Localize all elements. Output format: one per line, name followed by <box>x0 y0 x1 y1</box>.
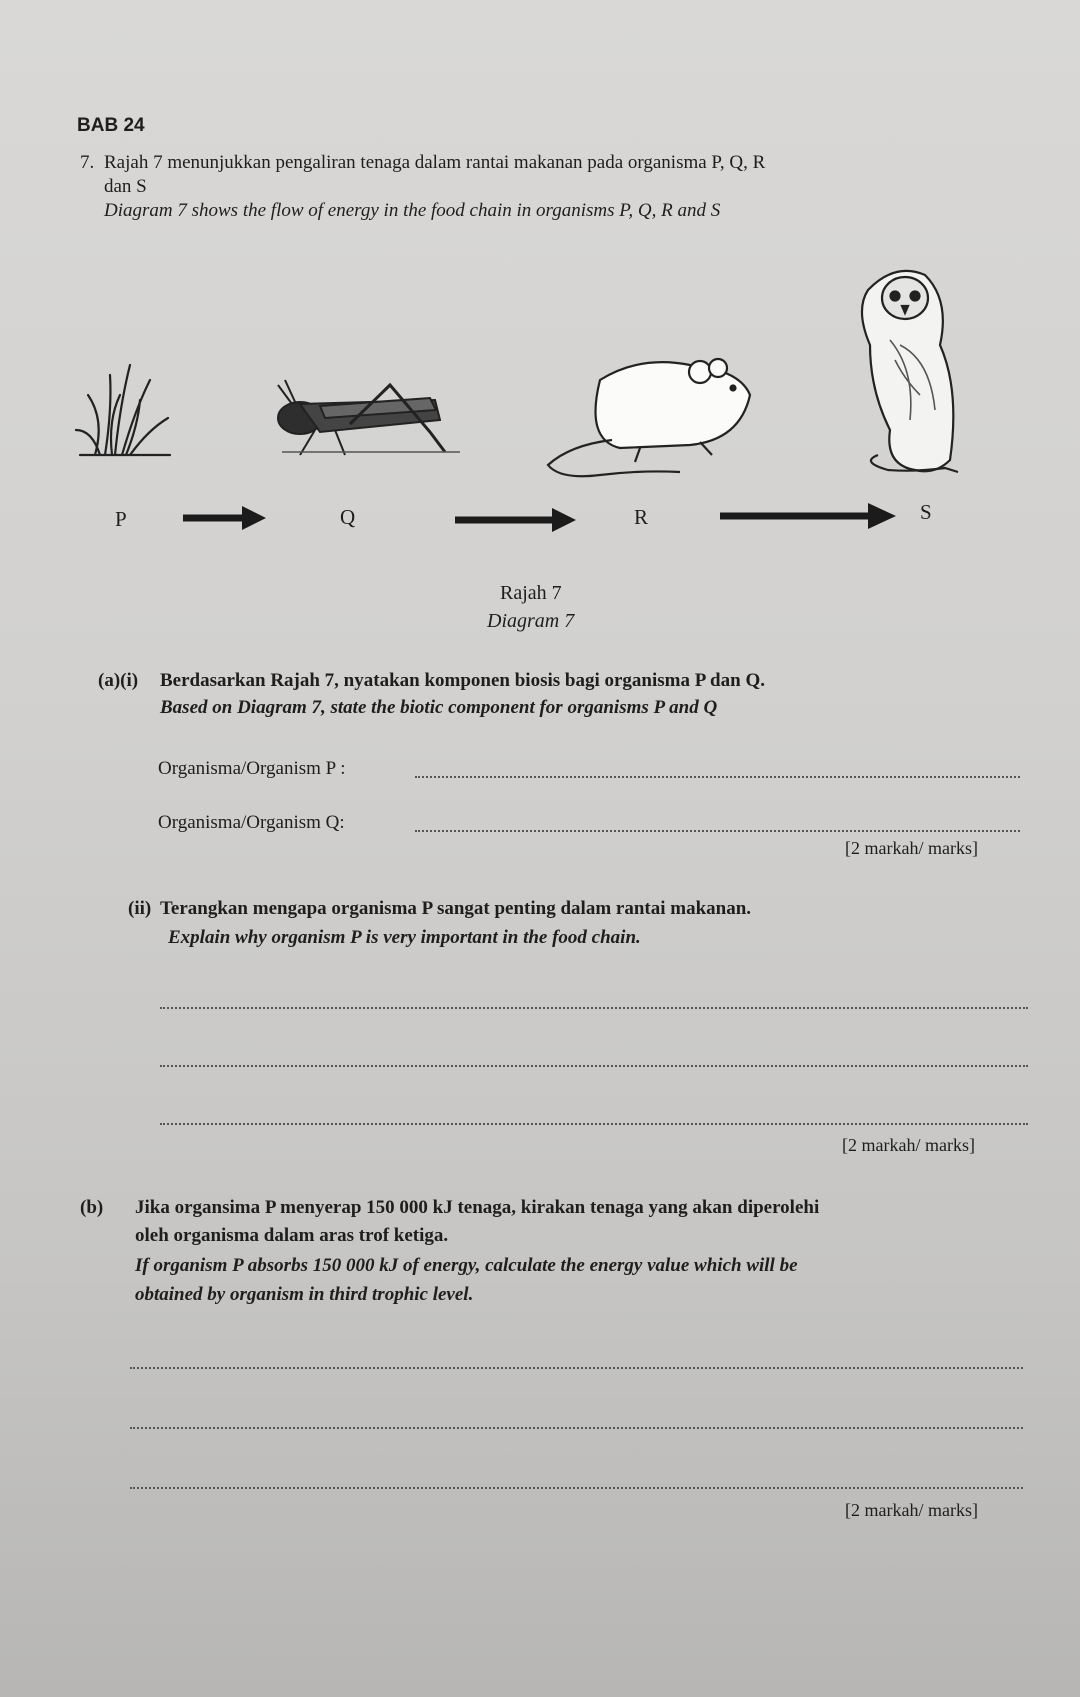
marks-b: [2 markah/ marks] <box>845 1500 978 1520</box>
answer-line-a-ii-3[interactable] <box>160 1123 1028 1125</box>
part-a-i-text-ms: Berdasarkan Rajah 7, nyatakan komponen biosis bagi organisma P dan Q. <box>160 670 765 691</box>
rat-icon <box>548 359 750 476</box>
organism-label-q: Q <box>340 505 356 529</box>
answer-line-b-2[interactable] <box>130 1427 1023 1429</box>
part-a-ii-text-ms: Terangkan mengapa organisma P sangat penting dalam rantai makanan. <box>160 898 752 919</box>
grass-icon <box>76 365 170 455</box>
question-intro-en: Diagram 7 shows the flow of energy in the food chain in organisms P, Q, R and S <box>104 200 721 221</box>
arrow-p-to-q <box>183 506 266 530</box>
part-b-text-ms-1: Jika organsima P menyerap 150 000 kJ tenaga, kirakan tenaga yang akan diperolehi <box>135 1197 820 1218</box>
chapter-heading: BAB 24 <box>77 115 145 136</box>
organism-label-s: S <box>920 500 932 524</box>
question-number: 7. <box>80 152 95 173</box>
organism-label-p: P <box>115 507 127 531</box>
arrow-q-to-r <box>455 508 576 532</box>
part-a-ii-text-en: Explain why organism P is very important in the food chain. <box>168 927 641 948</box>
energy-flow-arrows <box>183 503 896 532</box>
part-b-text-en-2: obtained by organism in third trophic level. <box>135 1284 474 1305</box>
answer-line-b-1[interactable] <box>130 1367 1023 1369</box>
answer-line-organism-q[interactable] <box>415 830 1020 832</box>
answer-label-organism-p: Organisma/Organism P : <box>158 758 346 779</box>
answer-line-b-3[interactable] <box>130 1487 1023 1489</box>
part-b-text-en-1: If organism P absorbs 150 000 kJ of energy, calculate the energy value which will be <box>135 1255 798 1276</box>
organism-label-r: R <box>634 505 649 529</box>
answer-line-organism-p[interactable] <box>415 776 1020 778</box>
part-b-text-ms-2: oleh organisma dalam aras trof ketiga. <box>135 1225 449 1246</box>
answer-line-a-ii-1[interactable] <box>160 1007 1028 1009</box>
marks-a-ii: [2 markah/ marks] <box>842 1135 975 1155</box>
part-a-i-text-en: Based on Diagram 7, state the biotic component for organisms P and Q <box>160 697 718 718</box>
arrow-r-to-s <box>720 503 896 529</box>
diagram-caption-ms: Rajah 7 <box>500 582 562 604</box>
part-b-label: (b) <box>80 1197 104 1218</box>
question-intro-ms: Rajah 7 menunjukkan pengaliran tenaga dalam rantai makanan pada organisma P, Q, R <box>104 152 766 173</box>
food-chain-diagram <box>0 0 1080 540</box>
answer-line-a-ii-2[interactable] <box>160 1065 1028 1067</box>
diagram-caption-en: Diagram 7 <box>487 610 575 632</box>
part-a-ii-label: (ii) <box>128 898 152 919</box>
answer-label-organism-q: Organisma/Organism Q: <box>158 812 345 833</box>
part-a-i-label: (a)(i) <box>98 670 139 691</box>
grasshopper-icon <box>278 380 460 455</box>
marks-a-i: [2 markah/ marks] <box>845 838 978 858</box>
owl-icon <box>862 271 958 472</box>
question-intro-ms-continued: dan S <box>104 176 147 197</box>
